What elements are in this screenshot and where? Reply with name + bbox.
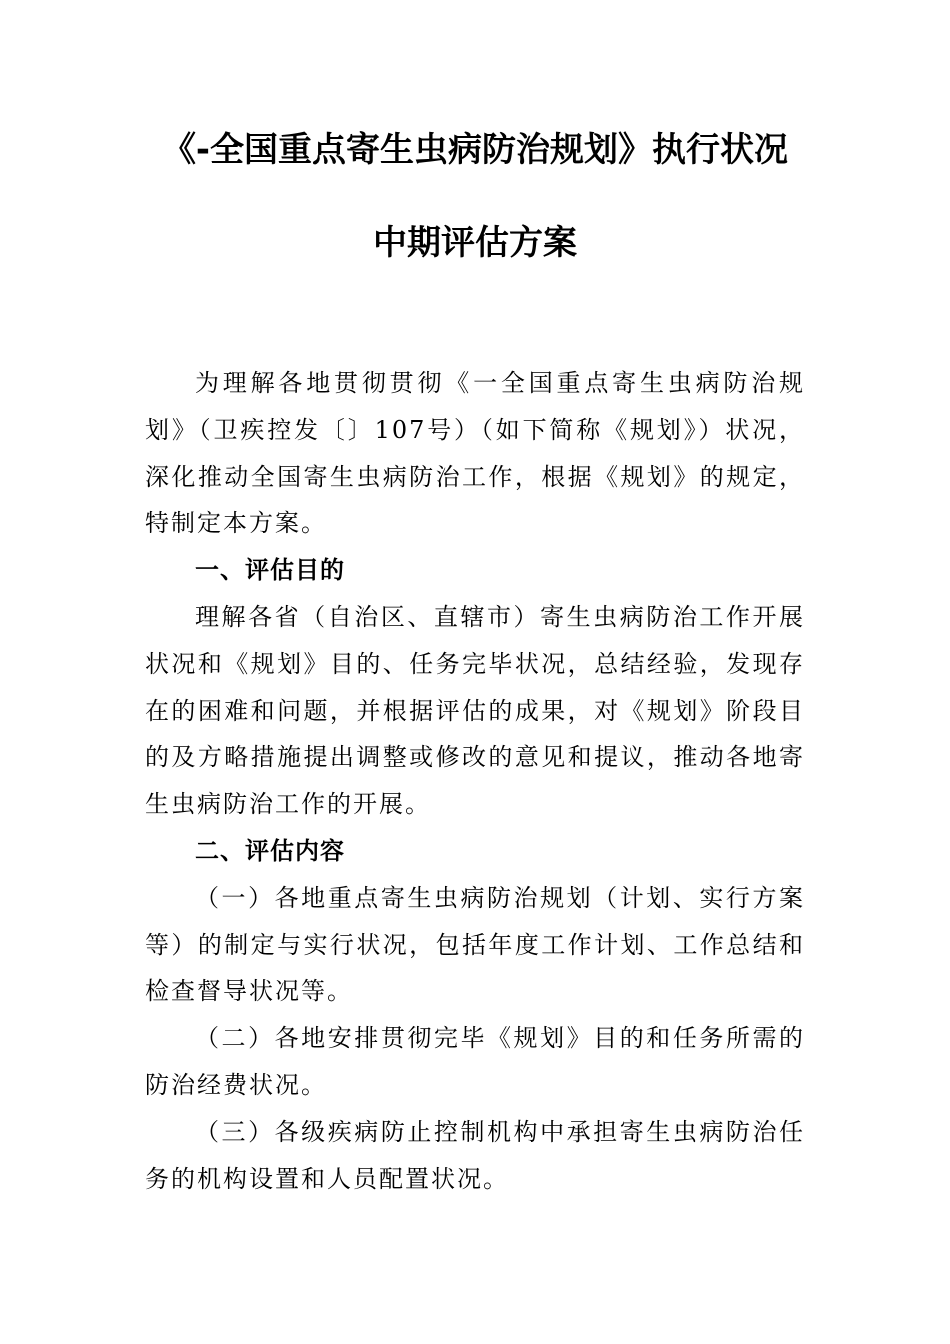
section-paragraph: （三）各级疾病防止控制机构中承担寄生虫病防治任务的机构设置和人员配置状况。 [145, 1117, 805, 1193]
section-paragraph: （一）各地重点寄生虫病防治规划（计划、实行方案等）的制定与实行状况，包括年度工作计划、工作总结和检查督导状况等。 [145, 883, 805, 1006]
document-body [145, 360, 805, 1202]
intro-paragraph: 为理解各地贯彻贯彻《一全国重点寄生虫病防治规划》（卫疾控发〔〕107号）（如下简称《规划》）状况，深化推动全国寄生虫病防治工作，根据《规划》的规定，特制定本方案。 [145, 369, 805, 538]
section-paragraph: （二）各地安排贯彻完毕《规划》目的和任务所需的防治经费状况。 [145, 1024, 805, 1099]
document-title-line-2: 中期评估方案 [373, 223, 577, 263]
section-heading-content: 二、评估内容 [195, 836, 345, 865]
document-title-line-1: 《-全国重点寄生虫病防治规划》执行状况 [161, 130, 789, 170]
section-heading-purpose: 一、评估目的 [195, 556, 345, 585]
section-paragraph: 理解各省（自治区、直辖市）寄生虫病防治工作开展状况和《规划》目的、任务完毕状况，总结经验，发现存在的困难和问题，并根据评估的成果，对《规划》阶段目的及方略措施提出调整或修改的意见和提议，推动各地寄生虫病防治工作的开展。 [145, 602, 805, 819]
